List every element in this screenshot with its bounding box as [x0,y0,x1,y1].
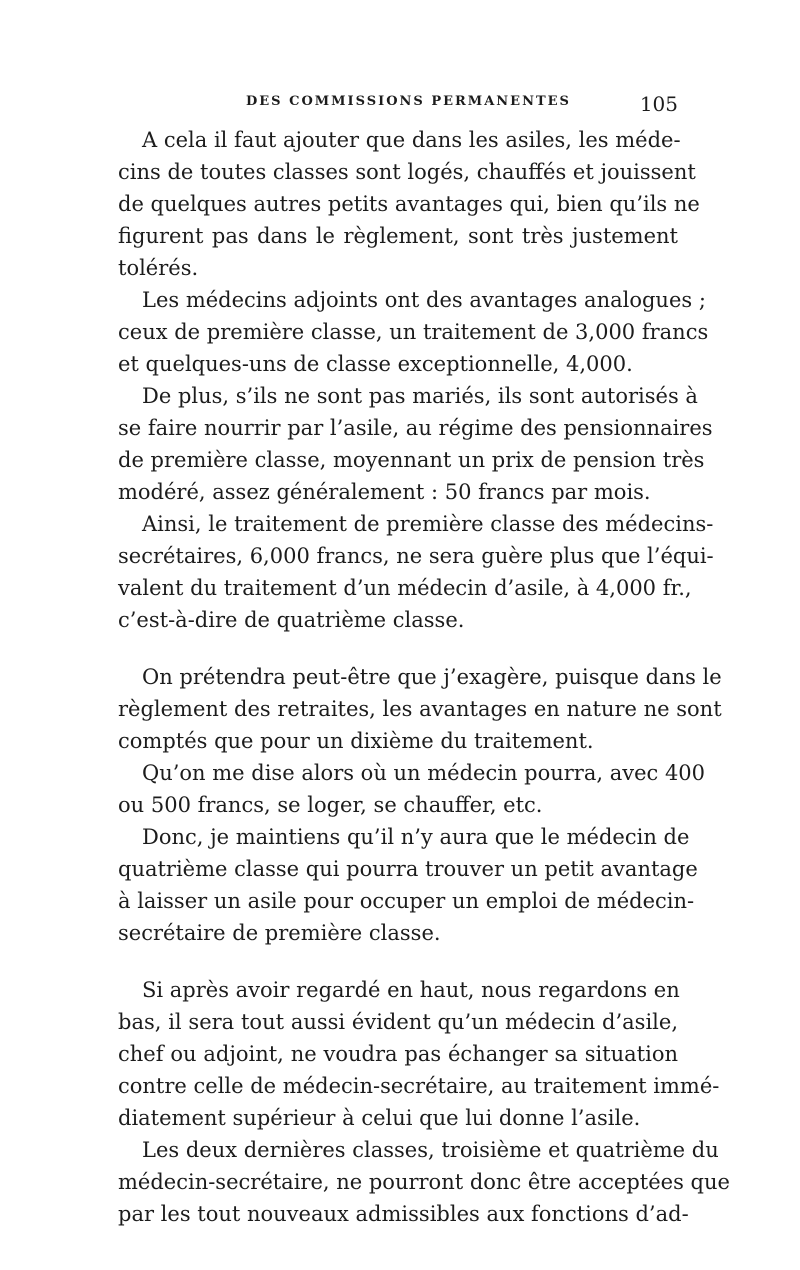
text-line: secrétaires, 6,000 francs, ne sera guère plus que l’équi- [118,544,714,568]
text-line: règlement des retraites, les avantages en nature ne sont [118,697,722,721]
paragraph [118,974,720,1134]
running-head: DES COMMISSIONS PERMANENTES [246,94,571,109]
text-line: modéré, assez généralement : 50 francs par mois. [118,480,651,504]
text-line: à laisser un asile pour occuper un emploi de médecin- [118,889,695,913]
paragraph [118,508,714,636]
text-line: De plus, s’ils ne sont pas mariés, ils sont autorisés à [142,384,698,408]
text-line: de quelques autres petits avantages qui, bien qu’ils ne [118,192,700,216]
text-line: diatement supérieur à celui que lui donne l’asile. [118,1106,641,1130]
page-number: 105 [639,92,678,116]
paragraph [118,661,722,757]
text-line: quatrième classe qui pourra trouver un petit avantage [118,857,698,881]
text-line: On prétendra peut-être que j’exagère, puisque dans le [142,665,722,689]
page-header [118,92,678,116]
text-line: et quelques-uns de classe exceptionnelle, 4,000. [118,352,633,376]
text-line: A cela il faut ajouter que dans les asiles, les méde- [142,128,681,152]
text-line: ou 500 francs, se loger, se chauffer, etc. [118,793,543,817]
text-line: par les tout nouveaux admissibles aux fonctions d’ad- [118,1202,689,1226]
text-line: contre celle de médecin-secrétaire, au traitement immé- [118,1074,720,1098]
paragraph [118,380,713,508]
paragraph [118,821,698,949]
text-line: Ainsi, le traitement de première classe des médecins- [142,512,714,536]
text-line: chef ou adjoint, ne voudra pas échanger sa situation [118,1042,678,1066]
text-line: Les médecins adjoints ont des avantages analogues ; [142,288,706,312]
text-line: tolérés. [118,256,199,280]
text-line: de première classe, moyennant un prix de pension très [118,448,705,472]
text-line: Si après avoir regardé en haut, nous regardons en [142,978,680,1002]
text-line: bas, il sera tout aussi évident qu’un médecin d’asile, [118,1010,678,1034]
text-line: médecin-secrétaire, ne pourront donc être acceptées que [118,1170,730,1194]
paragraph [118,284,709,380]
text-line: Les deux dernières classes, troisième et quatrième du [142,1138,719,1162]
paragraph-gap [118,949,678,974]
paragraph [118,1134,730,1230]
text-line: c’est-à-dire de quatrième classe. [118,608,465,632]
text-line: valent du traitement d’un médecin d’asile, à 4,000 fr., [118,576,692,600]
text-line: cins de toutes classes sont logés, chauffés et jouissent [118,160,696,184]
text-line: se faire nourrir par l’asile, au régime des pensionnaires [118,416,713,440]
paragraph [118,124,700,284]
text-line: comptés que pour un dixième du traitement. [118,729,594,753]
text-line: Qu’on me dise alors où un médecin pourra, avec 400 [142,761,706,785]
text-line: ceux de première classe, un traitement de 3,000 francs [118,320,709,344]
text-line: secrétaire de première classe. [118,921,441,945]
paragraph-gap [118,636,678,661]
text-line: Donc, je maintiens qu’il n’y aura que le médecin de [142,825,690,849]
paragraph [118,757,706,821]
text-line: figurent pas dans le règlement, sont très justement [118,224,678,248]
body-text [118,124,730,1230]
